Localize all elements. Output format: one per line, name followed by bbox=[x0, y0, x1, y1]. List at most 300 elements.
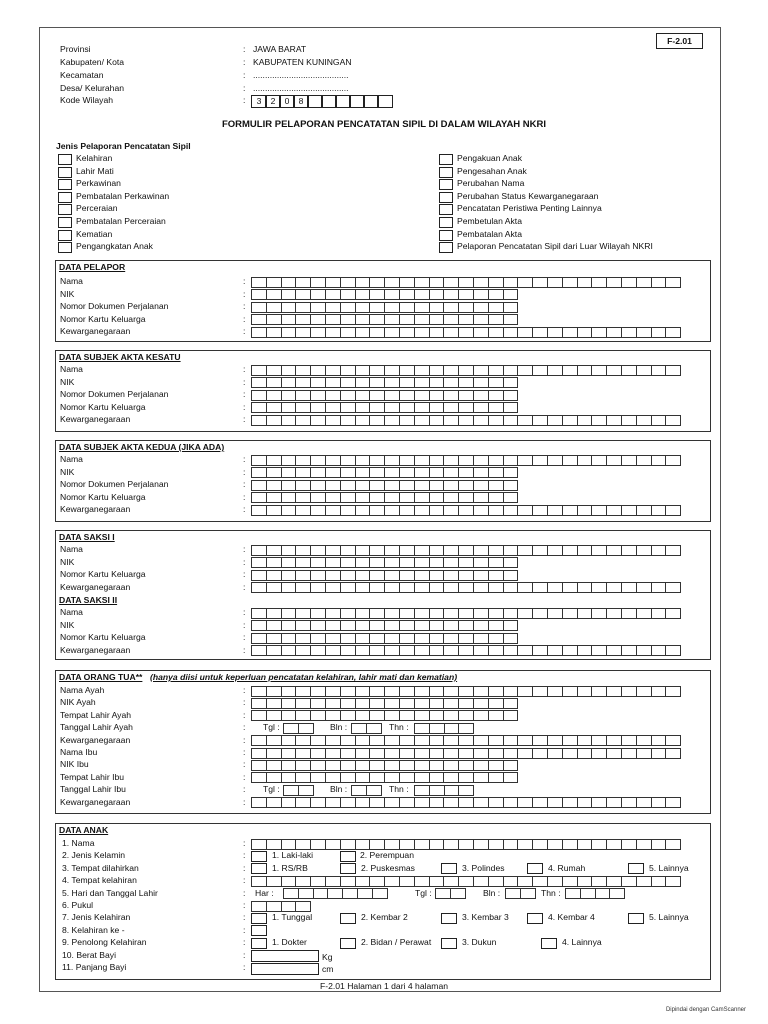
saksi2-grid-cell[interactable] bbox=[621, 608, 637, 619]
saksi1-grid-cell[interactable] bbox=[295, 557, 311, 568]
ortu-grid[interactable] bbox=[251, 710, 518, 721]
subjek2-grid-cell[interactable] bbox=[355, 467, 371, 478]
saksi1-grid-cell[interactable] bbox=[251, 582, 267, 593]
pelapor-grid-cell[interactable] bbox=[310, 277, 326, 288]
subjek2-grid-cell[interactable] bbox=[325, 467, 341, 478]
anak-nama-grid-cell[interactable] bbox=[325, 839, 341, 850]
subjek1-grid-cell[interactable] bbox=[443, 402, 459, 413]
subjek2-grid-cell[interactable] bbox=[414, 467, 430, 478]
subjek1-grid-cell[interactable] bbox=[251, 390, 267, 401]
ortu-grid-cell[interactable] bbox=[488, 772, 504, 783]
ortu-grid-cell[interactable] bbox=[636, 748, 652, 759]
pelapor-grid-cell[interactable] bbox=[503, 314, 519, 325]
subjek1-grid-cell[interactable] bbox=[458, 415, 474, 426]
subjek2-grid-cell[interactable] bbox=[281, 455, 297, 466]
pelapor-grid-cell[interactable] bbox=[266, 289, 282, 300]
subjek1-grid-cell[interactable] bbox=[369, 377, 385, 388]
saksi1-grid-cell[interactable] bbox=[443, 545, 459, 556]
jenis-checkbox[interactable] bbox=[439, 154, 453, 165]
subjek1-grid-cell[interactable] bbox=[429, 377, 445, 388]
ortu-grid-cell[interactable] bbox=[443, 735, 459, 746]
ortu-grid-cell[interactable] bbox=[384, 686, 400, 697]
subjek2-grid-cell[interactable] bbox=[295, 455, 311, 466]
pelapor-grid-cell[interactable] bbox=[355, 277, 371, 288]
subjek2-grid-cell[interactable] bbox=[473, 492, 489, 503]
saksi2-grid-cell[interactable] bbox=[443, 620, 459, 631]
ortu-grid-cell[interactable] bbox=[281, 797, 297, 808]
anak-tempat-kelahiran-grid-cell[interactable] bbox=[665, 876, 681, 887]
pelapor-grid-cell[interactable] bbox=[488, 302, 504, 313]
saksi2-grid[interactable] bbox=[251, 620, 518, 631]
pelapor-grid-cell[interactable] bbox=[503, 289, 519, 300]
pelapor-grid-cell[interactable] bbox=[281, 302, 297, 313]
ortu-grid-cell[interactable] bbox=[443, 748, 459, 759]
anak-nama-grid-cell[interactable] bbox=[532, 839, 548, 850]
ortu-grid-cell[interactable] bbox=[399, 710, 415, 721]
pelapor-grid-cell[interactable] bbox=[340, 302, 356, 313]
anak-tempat-kelahiran-grid-cell[interactable] bbox=[532, 876, 548, 887]
hari-grid-cell[interactable] bbox=[372, 888, 388, 899]
saksi2-grid-cell[interactable] bbox=[281, 645, 297, 656]
hari-grid-cell[interactable] bbox=[298, 888, 314, 899]
subjek1-grid-cell[interactable] bbox=[473, 415, 489, 426]
ortu-grid-cell[interactable] bbox=[355, 698, 371, 709]
subjek1-grid[interactable] bbox=[251, 415, 681, 426]
pukul-grid-cell[interactable] bbox=[266, 901, 282, 912]
subjek1-grid-cell[interactable] bbox=[606, 365, 622, 376]
anak-nama-grid-cell[interactable] bbox=[488, 839, 504, 850]
saksi1-grid-cell[interactable] bbox=[369, 545, 385, 556]
pelapor-grid-cell[interactable] bbox=[517, 277, 533, 288]
subjek1-grid-cell[interactable] bbox=[429, 415, 445, 426]
subjek1-grid-cell[interactable] bbox=[429, 402, 445, 413]
ortu-grid-cell[interactable] bbox=[266, 698, 282, 709]
kelahiran-ke-box[interactable] bbox=[251, 925, 267, 936]
ortu-grid-cell[interactable] bbox=[251, 797, 267, 808]
subjek2-grid-cell[interactable] bbox=[429, 467, 445, 478]
pelapor-grid-cell[interactable] bbox=[429, 277, 445, 288]
pelapor-grid-cell[interactable] bbox=[295, 314, 311, 325]
subjek1-grid-cell[interactable] bbox=[547, 365, 563, 376]
subjek2-grid-cell[interactable] bbox=[458, 480, 474, 491]
ortu-grid-cell[interactable] bbox=[443, 686, 459, 697]
saksi2-grid-cell[interactable] bbox=[606, 608, 622, 619]
ortu-grid[interactable] bbox=[251, 772, 518, 783]
saksi1-grid-cell[interactable] bbox=[429, 557, 445, 568]
subjek2-grid-cell[interactable] bbox=[517, 505, 533, 516]
ortu-grid-cell[interactable] bbox=[606, 748, 622, 759]
subjek2-grid-cell[interactable] bbox=[399, 480, 415, 491]
subjek1-grid-cell[interactable] bbox=[384, 365, 400, 376]
subjek2-grid-cell[interactable] bbox=[488, 455, 504, 466]
subjek2-grid-cell[interactable] bbox=[443, 455, 459, 466]
saksi1-grid-cell[interactable] bbox=[251, 545, 267, 556]
subjek2-grid-cell[interactable] bbox=[251, 505, 267, 516]
anak-nama-grid[interactable] bbox=[251, 839, 681, 850]
pelapor-grid-cell[interactable] bbox=[532, 277, 548, 288]
saksi2-grid-cell[interactable] bbox=[340, 645, 356, 656]
jk-checkbox[interactable] bbox=[340, 851, 356, 862]
ortu-grid-cell[interactable] bbox=[295, 698, 311, 709]
pelapor-grid-cell[interactable] bbox=[414, 302, 430, 313]
ortu-grid-cell[interactable] bbox=[266, 710, 282, 721]
saksi1-grid-cell[interactable] bbox=[325, 545, 341, 556]
ortu-grid-cell[interactable] bbox=[355, 686, 371, 697]
thn-grid[interactable] bbox=[565, 888, 625, 899]
subjek2-grid-cell[interactable] bbox=[562, 505, 578, 516]
ortu-grid-cell[interactable] bbox=[414, 710, 430, 721]
subjek1-grid-cell[interactable] bbox=[340, 390, 356, 401]
pelapor-grid-cell[interactable] bbox=[384, 327, 400, 338]
saksi2-grid-cell[interactable] bbox=[325, 608, 341, 619]
subjek1-grid-cell[interactable] bbox=[355, 390, 371, 401]
saksi1-grid-cell[interactable] bbox=[399, 545, 415, 556]
subjek2-grid-cell[interactable] bbox=[665, 455, 681, 466]
ortu-grid-cell[interactable] bbox=[562, 797, 578, 808]
ortu-grid-cell[interactable] bbox=[325, 735, 341, 746]
subjek1-grid-cell[interactable] bbox=[266, 402, 282, 413]
saksi1-grid[interactable] bbox=[251, 545, 681, 556]
ortu-grid-cell[interactable] bbox=[414, 698, 430, 709]
saksi1-grid-cell[interactable] bbox=[384, 557, 400, 568]
saksi2-grid-cell[interactable] bbox=[503, 633, 519, 644]
saksi2-grid-cell[interactable] bbox=[429, 633, 445, 644]
subjek1-grid-cell[interactable] bbox=[281, 365, 297, 376]
ortu-grid-cell[interactable] bbox=[251, 710, 267, 721]
subjek2-grid-cell[interactable] bbox=[577, 505, 593, 516]
pelapor-grid-cell[interactable] bbox=[399, 289, 415, 300]
saksi2-grid-cell[interactable] bbox=[651, 645, 667, 656]
subjek2-grid-cell[interactable] bbox=[458, 505, 474, 516]
subjek2-grid-cell[interactable] bbox=[443, 492, 459, 503]
subjek1-grid-cell[interactable] bbox=[665, 415, 681, 426]
subjek1-grid-cell[interactable] bbox=[310, 402, 326, 413]
pelapor-grid-cell[interactable] bbox=[340, 327, 356, 338]
anak-nama-grid-cell[interactable] bbox=[414, 839, 430, 850]
pelapor-grid-cell[interactable] bbox=[325, 314, 341, 325]
subjek2-grid-cell[interactable] bbox=[547, 455, 563, 466]
anak-tempat-kelahiran-grid-cell[interactable] bbox=[399, 876, 415, 887]
subjek1-grid-cell[interactable] bbox=[414, 390, 430, 401]
ortu-grid-cell[interactable] bbox=[310, 710, 326, 721]
subjek1-grid-cell[interactable] bbox=[488, 415, 504, 426]
saksi2-grid-cell[interactable] bbox=[517, 645, 533, 656]
subjek2-grid-cell[interactable] bbox=[577, 455, 593, 466]
ortu-grid-cell[interactable] bbox=[443, 710, 459, 721]
ortu-grid-cell[interactable] bbox=[369, 760, 385, 771]
subjek2-grid-cell[interactable] bbox=[429, 505, 445, 516]
kode-wilayah-digit[interactable]: 8 bbox=[293, 95, 309, 108]
saksi2-grid-cell[interactable] bbox=[443, 608, 459, 619]
ortu-grid[interactable] bbox=[251, 760, 518, 771]
tempat-dilahirkan-checkbox[interactable] bbox=[628, 863, 644, 874]
pelapor-grid-cell[interactable] bbox=[399, 277, 415, 288]
anak-tempat-kelahiran-grid-cell[interactable] bbox=[340, 876, 356, 887]
subjek2-grid-cell[interactable] bbox=[384, 480, 400, 491]
subjek1-grid-cell[interactable] bbox=[621, 415, 637, 426]
ortu-grid-cell[interactable] bbox=[458, 698, 474, 709]
jenis-checkbox[interactable] bbox=[58, 217, 72, 228]
anak-tempat-kelahiran-grid-cell[interactable] bbox=[443, 876, 459, 887]
saksi2-grid-cell[interactable] bbox=[340, 633, 356, 644]
ortu-grid-cell[interactable] bbox=[458, 710, 474, 721]
saksi1-grid-cell[interactable] bbox=[369, 557, 385, 568]
saksi1-grid-cell[interactable] bbox=[443, 557, 459, 568]
anak-nama-grid-cell[interactable] bbox=[636, 839, 652, 850]
subjek2-grid-cell[interactable] bbox=[384, 492, 400, 503]
ortu-grid-cell[interactable] bbox=[458, 735, 474, 746]
pukul-grid-cell[interactable] bbox=[295, 901, 311, 912]
saksi1-grid[interactable] bbox=[251, 570, 518, 581]
penolong-checkbox[interactable] bbox=[441, 938, 457, 949]
ortu-grid-cell[interactable] bbox=[577, 797, 593, 808]
subjek1-grid-cell[interactable] bbox=[488, 402, 504, 413]
subjek1-grid-cell[interactable] bbox=[414, 415, 430, 426]
subjek1-grid-cell[interactable] bbox=[355, 365, 371, 376]
anak-tempat-kelahiran-grid-cell[interactable] bbox=[503, 876, 519, 887]
subjek1-grid[interactable] bbox=[251, 365, 681, 376]
saksi1-grid-cell[interactable] bbox=[547, 582, 563, 593]
subjek1-grid-cell[interactable] bbox=[458, 390, 474, 401]
subjek2-grid[interactable] bbox=[251, 455, 681, 466]
tempat-dilahirkan-checkbox[interactable] bbox=[527, 863, 543, 874]
pelapor-grid-cell[interactable] bbox=[281, 277, 297, 288]
anak-nama-grid-cell[interactable] bbox=[473, 839, 489, 850]
jenis-checkbox[interactable] bbox=[58, 154, 72, 165]
ortu-grid-cell[interactable] bbox=[251, 772, 267, 783]
ortu-grid-cell[interactable] bbox=[517, 686, 533, 697]
saksi2-grid-cell[interactable] bbox=[577, 645, 593, 656]
saksi1-grid-cell[interactable] bbox=[651, 582, 667, 593]
subjek2-grid-cell[interactable] bbox=[295, 467, 311, 478]
saksi2-grid[interactable] bbox=[251, 645, 681, 656]
subjek1-grid-cell[interactable] bbox=[503, 402, 519, 413]
subjek1-grid-cell[interactable] bbox=[547, 415, 563, 426]
date-grid-thn-cell[interactable] bbox=[444, 785, 460, 796]
saksi1-grid-cell[interactable] bbox=[251, 570, 267, 581]
saksi1-grid-cell[interactable] bbox=[562, 582, 578, 593]
ortu-grid-cell[interactable] bbox=[310, 735, 326, 746]
ortu-grid-cell[interactable] bbox=[281, 748, 297, 759]
ortu-grid-cell[interactable] bbox=[443, 797, 459, 808]
jenis-checkbox[interactable] bbox=[58, 179, 72, 190]
pelapor-grid-cell[interactable] bbox=[429, 327, 445, 338]
tempat-dilahirkan-checkbox[interactable] bbox=[441, 863, 457, 874]
ortu-grid-cell[interactable] bbox=[532, 686, 548, 697]
saksi2-grid-cell[interactable] bbox=[591, 608, 607, 619]
date-grid-tgl-cell[interactable] bbox=[283, 785, 299, 796]
anak-nama-grid-cell[interactable] bbox=[621, 839, 637, 850]
pelapor-grid-cell[interactable] bbox=[443, 302, 459, 313]
saksi2-grid-cell[interactable] bbox=[443, 645, 459, 656]
thn-grid-cell[interactable] bbox=[565, 888, 581, 899]
ortu-grid-cell[interactable] bbox=[651, 748, 667, 759]
date-grid-tgl-cell[interactable] bbox=[298, 723, 314, 734]
ortu-grid-cell[interactable] bbox=[473, 760, 489, 771]
subjek2-grid-cell[interactable] bbox=[369, 455, 385, 466]
saksi1-grid-cell[interactable] bbox=[281, 570, 297, 581]
saksi2-grid-cell[interactable] bbox=[355, 645, 371, 656]
ortu-grid-cell[interactable] bbox=[369, 772, 385, 783]
anak-tempat-kelahiran-grid-cell[interactable] bbox=[281, 876, 297, 887]
saksi2-grid-cell[interactable] bbox=[488, 608, 504, 619]
ortu-grid-cell[interactable] bbox=[295, 748, 311, 759]
subjek2-grid-cell[interactable] bbox=[651, 455, 667, 466]
subjek2-grid-cell[interactable] bbox=[503, 505, 519, 516]
ortu-grid-cell[interactable] bbox=[458, 797, 474, 808]
anak-nama-grid-cell[interactable] bbox=[266, 839, 282, 850]
anak-nama-grid-cell[interactable] bbox=[458, 839, 474, 850]
subjek2-grid[interactable] bbox=[251, 505, 681, 516]
saksi2-grid[interactable] bbox=[251, 633, 518, 644]
pukul-grid-cell[interactable] bbox=[251, 901, 267, 912]
ortu-grid-cell[interactable] bbox=[325, 710, 341, 721]
subjek2-grid-cell[interactable] bbox=[458, 492, 474, 503]
hari-grid[interactable] bbox=[283, 888, 388, 899]
pelapor-grid-cell[interactable] bbox=[443, 314, 459, 325]
ortu-grid-cell[interactable] bbox=[488, 686, 504, 697]
ortu-grid-cell[interactable] bbox=[591, 748, 607, 759]
subjek1-grid-cell[interactable] bbox=[355, 415, 371, 426]
pelapor-grid-cell[interactable] bbox=[473, 314, 489, 325]
subjek1-grid-cell[interactable] bbox=[399, 377, 415, 388]
subjek2-grid-cell[interactable] bbox=[443, 480, 459, 491]
pelapor-grid-cell[interactable] bbox=[340, 277, 356, 288]
pelapor-grid-cell[interactable] bbox=[562, 327, 578, 338]
pelapor-grid-cell[interactable] bbox=[443, 277, 459, 288]
subjek1-grid-cell[interactable] bbox=[517, 415, 533, 426]
saksi1-grid-cell[interactable] bbox=[473, 545, 489, 556]
tgl-grid[interactable] bbox=[435, 888, 466, 899]
pelapor-grid-cell[interactable] bbox=[266, 302, 282, 313]
anak-nama-grid-cell[interactable] bbox=[577, 839, 593, 850]
ortu-grid-cell[interactable] bbox=[636, 686, 652, 697]
saksi2-grid-cell[interactable] bbox=[369, 645, 385, 656]
ortu-grid-cell[interactable] bbox=[384, 735, 400, 746]
jenis-checkbox[interactable] bbox=[58, 242, 72, 253]
hari-grid-cell[interactable] bbox=[283, 888, 299, 899]
subjek1-grid-cell[interactable] bbox=[562, 415, 578, 426]
subjek2-grid-cell[interactable] bbox=[355, 492, 371, 503]
subjek2-grid-cell[interactable] bbox=[281, 492, 297, 503]
subjek1-grid[interactable] bbox=[251, 377, 518, 388]
saksi1-grid-cell[interactable] bbox=[517, 582, 533, 593]
pelapor-grid-cell[interactable] bbox=[443, 289, 459, 300]
subjek2-grid-cell[interactable] bbox=[325, 492, 341, 503]
subjek2-grid-cell[interactable] bbox=[266, 467, 282, 478]
ortu-grid-cell[interactable] bbox=[488, 797, 504, 808]
ortu-grid-cell[interactable] bbox=[281, 686, 297, 697]
subjek1-grid-cell[interactable] bbox=[325, 415, 341, 426]
anak-nama-grid-cell[interactable] bbox=[503, 839, 519, 850]
ortu-grid-cell[interactable] bbox=[369, 698, 385, 709]
date-grid-thn[interactable] bbox=[414, 723, 474, 734]
pelapor-grid-cell[interactable] bbox=[399, 327, 415, 338]
ortu-grid-cell[interactable] bbox=[429, 772, 445, 783]
ortu-grid-cell[interactable] bbox=[503, 772, 519, 783]
ortu-grid-cell[interactable] bbox=[473, 772, 489, 783]
ortu-grid-cell[interactable] bbox=[577, 686, 593, 697]
anak-tempat-kelahiran-grid-cell[interactable] bbox=[517, 876, 533, 887]
subjek1-grid-cell[interactable] bbox=[443, 415, 459, 426]
pelapor-grid-cell[interactable] bbox=[429, 314, 445, 325]
date-grid-tgl[interactable] bbox=[283, 785, 314, 796]
subjek1-grid-cell[interactable] bbox=[665, 365, 681, 376]
subjek2-grid-cell[interactable] bbox=[621, 455, 637, 466]
ortu-grid-cell[interactable] bbox=[414, 797, 430, 808]
saksi1-grid-cell[interactable] bbox=[429, 582, 445, 593]
tempat-dilahirkan-checkbox[interactable] bbox=[251, 863, 267, 874]
pukul-grid[interactable] bbox=[251, 901, 311, 912]
anak-tempat-kelahiran-grid-cell[interactable] bbox=[488, 876, 504, 887]
ortu-grid-cell[interactable] bbox=[429, 748, 445, 759]
subjek2-grid-cell[interactable] bbox=[295, 505, 311, 516]
saksi2-grid-cell[interactable] bbox=[458, 608, 474, 619]
saksi2-grid-cell[interactable] bbox=[429, 620, 445, 631]
subjek1-grid-cell[interactable] bbox=[266, 415, 282, 426]
subjek2-grid-cell[interactable] bbox=[325, 455, 341, 466]
saksi2-grid-cell[interactable] bbox=[414, 620, 430, 631]
ortu-grid-cell[interactable] bbox=[547, 797, 563, 808]
jenis-kelahiran-checkbox[interactable] bbox=[527, 913, 543, 924]
pelapor-grid-cell[interactable] bbox=[399, 314, 415, 325]
ortu-grid-cell[interactable] bbox=[295, 760, 311, 771]
saksi1-grid-cell[interactable] bbox=[665, 582, 681, 593]
anak-nama-grid-cell[interactable] bbox=[384, 839, 400, 850]
hari-grid-cell[interactable] bbox=[313, 888, 329, 899]
saksi1-grid-cell[interactable] bbox=[503, 545, 519, 556]
pelapor-grid-cell[interactable] bbox=[369, 302, 385, 313]
ortu-grid-cell[interactable] bbox=[325, 772, 341, 783]
ortu-grid-cell[interactable] bbox=[606, 686, 622, 697]
ortu-grid-cell[interactable] bbox=[295, 735, 311, 746]
saksi1-grid-cell[interactable] bbox=[399, 582, 415, 593]
saksi2-grid-cell[interactable] bbox=[295, 645, 311, 656]
pelapor-grid-cell[interactable] bbox=[266, 314, 282, 325]
pelapor-grid-cell[interactable] bbox=[295, 302, 311, 313]
pelapor-grid-cell[interactable] bbox=[251, 302, 267, 313]
pelapor-grid-cell[interactable] bbox=[458, 314, 474, 325]
thn-grid-cell[interactable] bbox=[595, 888, 611, 899]
hari-grid-cell[interactable] bbox=[342, 888, 358, 899]
ortu-grid-cell[interactable] bbox=[399, 735, 415, 746]
ortu-grid-cell[interactable] bbox=[591, 686, 607, 697]
subjek2-grid-cell[interactable] bbox=[340, 455, 356, 466]
subjek1-grid-cell[interactable] bbox=[251, 377, 267, 388]
subjek1-grid-cell[interactable] bbox=[310, 415, 326, 426]
anak-nama-grid-cell[interactable] bbox=[591, 839, 607, 850]
ortu-grid-cell[interactable] bbox=[340, 760, 356, 771]
ortu-grid-cell[interactable] bbox=[310, 760, 326, 771]
ortu-grid-cell[interactable] bbox=[562, 748, 578, 759]
pelapor-grid-cell[interactable] bbox=[295, 327, 311, 338]
subjek1-grid-cell[interactable] bbox=[281, 377, 297, 388]
saksi1-grid-cell[interactable] bbox=[399, 557, 415, 568]
subjek2-grid-cell[interactable] bbox=[266, 455, 282, 466]
ortu-grid-cell[interactable] bbox=[532, 748, 548, 759]
date-grid-bln-cell[interactable] bbox=[351, 785, 367, 796]
saksi1-grid-cell[interactable] bbox=[251, 557, 267, 568]
subjek2-grid-cell[interactable] bbox=[517, 455, 533, 466]
subjek1-grid-cell[interactable] bbox=[295, 365, 311, 376]
subjek2-grid-cell[interactable] bbox=[384, 455, 400, 466]
ortu-grid-cell[interactable] bbox=[473, 735, 489, 746]
ortu-grid-cell[interactable] bbox=[503, 797, 519, 808]
pelapor-grid-cell[interactable] bbox=[473, 327, 489, 338]
ortu-grid-cell[interactable] bbox=[458, 760, 474, 771]
ortu-grid-cell[interactable] bbox=[310, 686, 326, 697]
subjek1-grid-cell[interactable] bbox=[295, 377, 311, 388]
